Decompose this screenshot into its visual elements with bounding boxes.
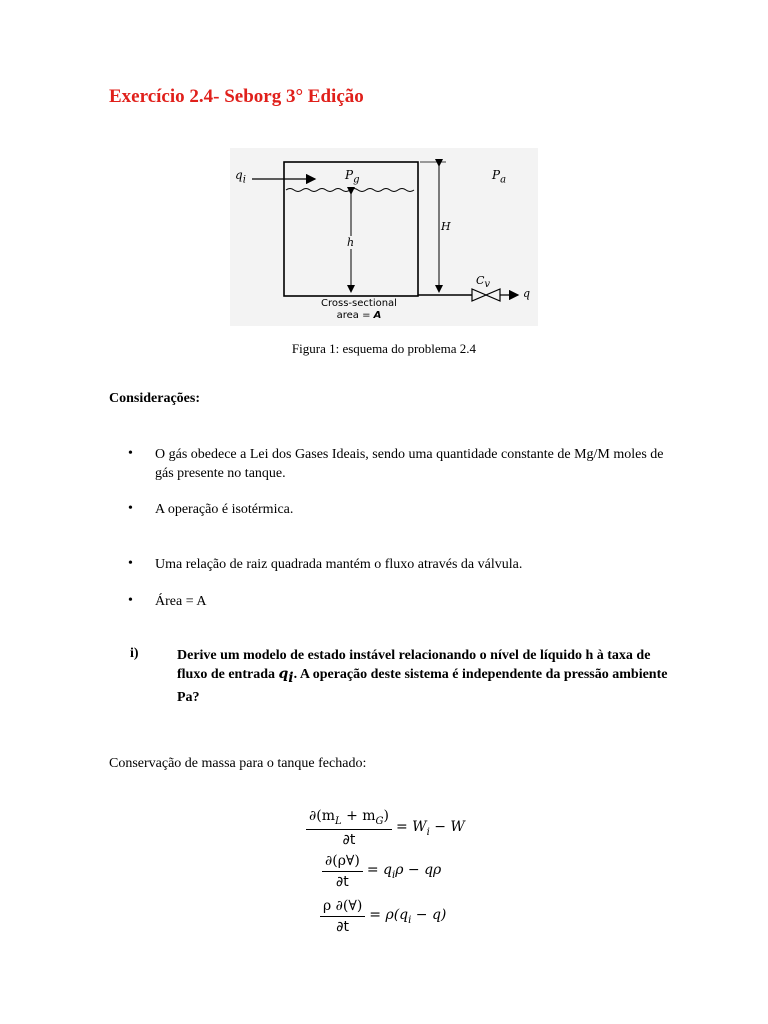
equation-3: $\frac{\rho \partial(\forall)}{\partial t}$ = $\rho(q_i - q)$ [320, 898, 446, 935]
label-q: q [523, 287, 531, 300]
question-number: i) [130, 646, 139, 661]
label-pg: $P_g$ [345, 168, 360, 186]
consideration-item: Uma relação de raiz quadrada mantém o fluxo através da válvula. [155, 557, 523, 572]
bullet: • [128, 501, 133, 516]
liquid-surface [286, 189, 414, 192]
label-qi: $q_i$ [235, 168, 246, 186]
label-pa: $P_a$ [492, 168, 507, 186]
label-h: h [347, 236, 355, 249]
figure-caption: Figura 1: esquema do problema 2.4 [291, 341, 477, 356]
label-H: H [441, 220, 451, 233]
valve-icon [472, 289, 500, 301]
bullet: • [128, 556, 133, 571]
tank-diagram [230, 148, 538, 326]
label-cv: $C_v$ [476, 274, 491, 291]
equation-2: $\frac{\partial(\rho\forall)}{\partial t}$ = $q_i\rho - q\rho$ [322, 853, 441, 890]
document-title: Exercício 2.4- Seborg 3° Edição [109, 86, 364, 107]
bullet: • [128, 446, 133, 461]
mass-conservation-text: Conservação de massa para o tanque fechado: [109, 756, 367, 771]
label-area: Cross-sectional area = A [321, 298, 397, 321]
consideration-item: Área = A [155, 594, 207, 609]
equation-1: $\frac{\partial(m_L + m_G)}{\partial t}$ = $W_i - W$ [306, 808, 465, 848]
question-text: Derive um modelo de estado instável relacionando o nível de líquido h à taxa de fluxo de entrada $q_i$. A operação deste sistema é independente da pressão ambiente Pa? [177, 648, 668, 705]
consideration-item: A operação é isotérmica. [155, 502, 294, 517]
considerations-heading: Considerações: [109, 391, 200, 406]
bullet: • [128, 593, 133, 608]
consideration-item: O gás obedece a Lei dos Gases Ideais, sendo uma quantidade constante de Mg/M moles de gás presente no tanque. [155, 447, 664, 481]
